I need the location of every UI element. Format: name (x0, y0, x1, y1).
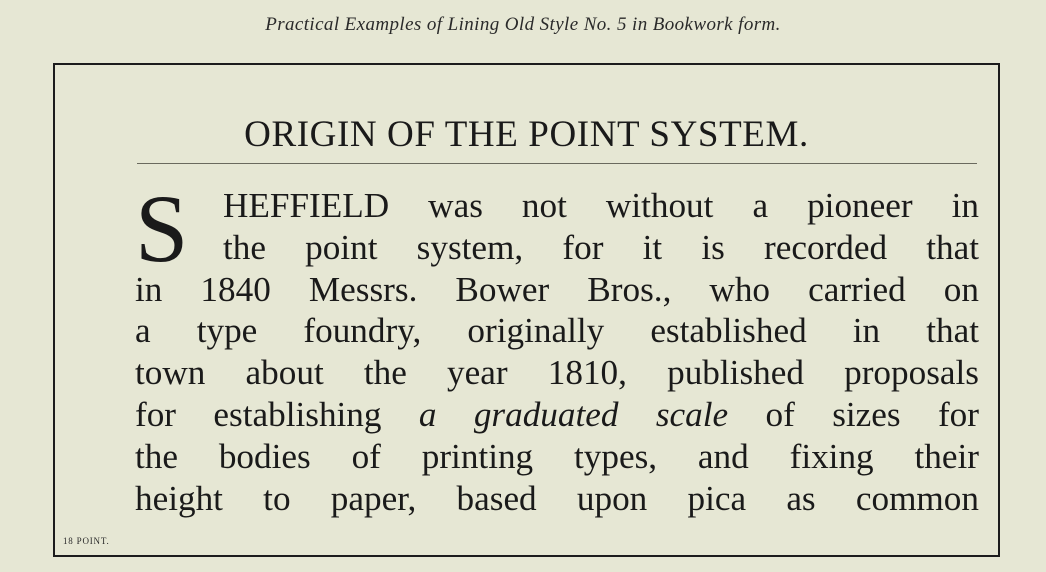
italic-phrase: a graduated scale (418, 394, 729, 434)
specimen-body (135, 185, 979, 519)
text-line-1: HEFFIELD was not without a pioneer in (223, 186, 979, 225)
text-line-6-start: for establishing (135, 394, 419, 434)
heading-rule (137, 163, 977, 164)
text-line-5: town about the year 1810, published proposals (135, 353, 979, 393)
text-line-4: a type foundry, originally established in that (135, 311, 979, 351)
point-size-label: 18 POINT. (63, 536, 110, 546)
text-line-6 (135, 394, 979, 436)
page-caption: Practical Examples of Lining Old Style No. 5 in Bookwork form. (265, 14, 781, 35)
text-line-3: in 1840 Messrs. Bower Bros., who carried on (135, 269, 979, 309)
drop-cap: S (135, 175, 189, 282)
specimen-heading: ORIGIN OF THE POINT SYSTEM. (244, 114, 809, 155)
text-line-2: the point system, for it is recorded that (223, 227, 979, 267)
text-line-7: the bodies of printing types, and fixing their (135, 436, 979, 476)
text-line-8: height to paper, based upon pica as common (135, 478, 979, 518)
text-line-6-end: of sizes for (728, 394, 979, 434)
specimen-frame (53, 63, 1000, 557)
